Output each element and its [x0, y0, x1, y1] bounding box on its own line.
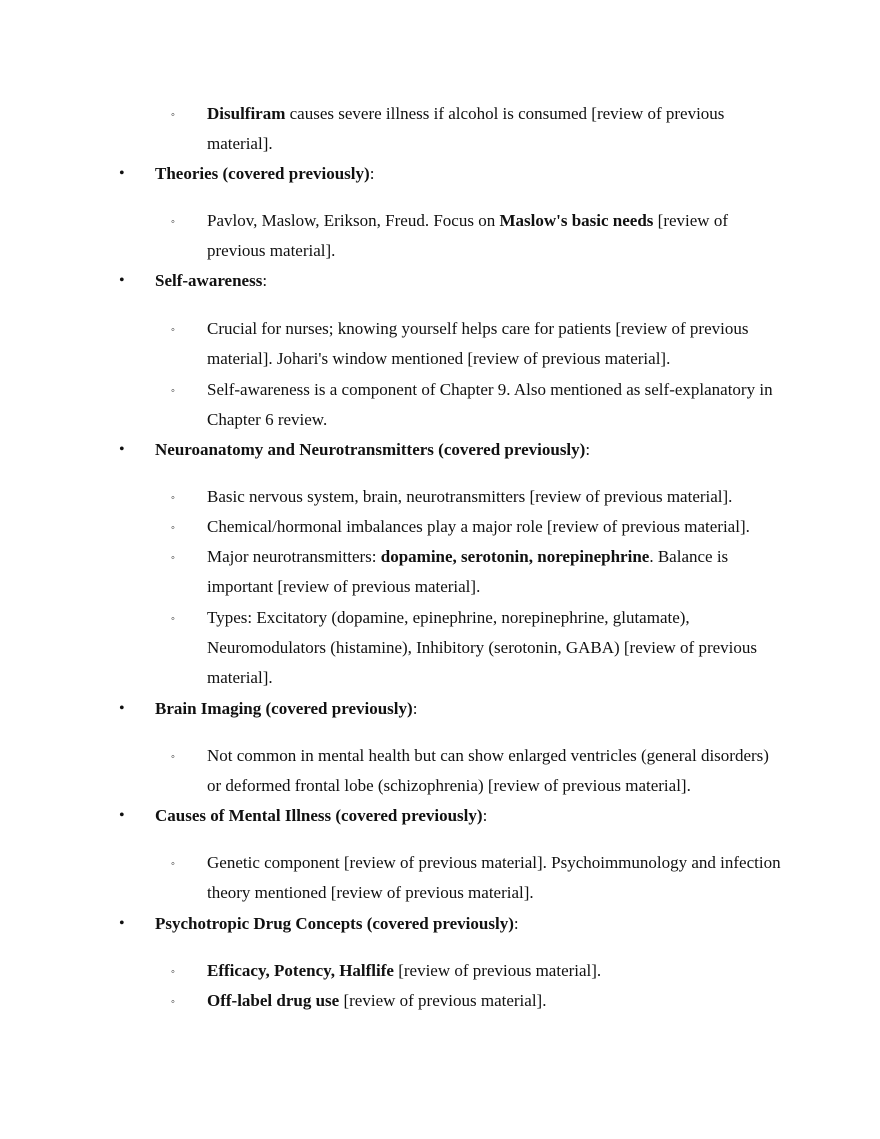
text: Basic nervous system, brain, neurotransmitters [review of previous material]. — [207, 487, 733, 506]
sub-bullet-item — [171, 542, 787, 602]
circle-bullet-icon: ◦ — [171, 552, 175, 564]
bullet-icon: • — [119, 915, 125, 932]
bullet-item — [119, 694, 795, 724]
bullet-icon: • — [119, 272, 125, 289]
bullet-icon: • — [119, 807, 125, 824]
bold-text: dopamine, serotonin, norepinephrine — [380, 547, 650, 566]
sub-bullet-item — [171, 375, 787, 435]
text: Genetic component [review of previous material]. Psychoimmunology and infection theory mentioned [review of previous material]. — [207, 853, 781, 902]
circle-bullet-icon: ◦ — [171, 966, 175, 978]
bold-text: Brain Imaging (covered previously) — [155, 699, 413, 718]
text: : — [369, 164, 375, 183]
text: : — [482, 806, 488, 825]
circle-bullet-icon: ◦ — [171, 109, 175, 121]
sub-bullet-item — [171, 99, 787, 159]
sub-bullet-item — [171, 986, 787, 1016]
bullet-icon: • — [119, 700, 125, 717]
text: Not common in mental health but can show enlarged ventricles (general disorders) or deformed frontal lobe (schizophrenia) [review of previous material]. — [207, 746, 769, 795]
circle-bullet-icon: ◦ — [171, 492, 175, 504]
bullet-icon: • — [119, 441, 125, 458]
text: Self-awareness is a component of Chapter 9. Also mentioned as self-explanatory in Chapter 6 review. — [207, 380, 773, 429]
text: . Balance is important [review of previous material]. — [207, 547, 729, 596]
circle-bullet-icon: ◦ — [171, 996, 175, 1008]
text: Chemical/hormonal imbalances play a major role [review of previous material]. — [207, 517, 750, 536]
sub-bullet-item — [171, 512, 787, 542]
sub-bullet-item — [171, 848, 787, 908]
bold-text: Efficacy, Potency, Halflife — [207, 961, 394, 980]
text: : — [412, 699, 418, 718]
sub-bullet-item — [171, 956, 787, 986]
circle-bullet-icon: ◦ — [171, 324, 175, 336]
text: causes severe illness if alcohol is consumed [review of previous material]. — [207, 104, 725, 153]
text: [review of previous material]. — [339, 991, 547, 1010]
text: : — [585, 440, 591, 459]
circle-bullet-icon: ◦ — [171, 858, 175, 870]
bold-text: Maslow's basic needs — [499, 211, 654, 230]
text: [review of previous material]. — [207, 211, 728, 260]
bullet-item — [119, 435, 795, 465]
text: : — [262, 271, 268, 290]
bold-text: Neuroanatomy and Neurotransmitters (covered previously) — [155, 440, 586, 459]
sub-bullet-item — [171, 314, 787, 374]
bullet-item — [119, 801, 795, 831]
text: Major neurotransmitters: — [207, 547, 381, 566]
sub-bullet-item — [171, 603, 787, 693]
sub-bullet-item — [171, 482, 787, 512]
circle-bullet-icon: ◦ — [171, 751, 175, 763]
bullet-icon: • — [119, 165, 125, 182]
sub-bullet-item — [171, 206, 787, 266]
bold-text: Off-label drug use — [207, 991, 340, 1010]
text: Types: Excitatory (dopamine, epinephrine, norepinephrine, glutamate), Neuromodulators (histamine), Inhibitory (serotonin, GABA) [review of previous material]. — [207, 608, 758, 687]
bullet-item — [119, 266, 795, 296]
bold-text: Causes of Mental Illness (covered previously) — [155, 806, 483, 825]
sub-bullet-item — [171, 741, 787, 801]
text: Crucial for nurses; knowing yourself helps care for patients [review of previous material]. Johari's window mentioned [review of previous material]. — [207, 319, 749, 368]
text: : — [513, 914, 519, 933]
circle-bullet-icon: ◦ — [171, 522, 175, 534]
circle-bullet-icon: ◦ — [171, 613, 175, 625]
circle-bullet-icon: ◦ — [171, 385, 175, 397]
bullet-item — [119, 159, 795, 189]
circle-bullet-icon: ◦ — [171, 216, 175, 228]
bold-text: Theories (covered previously) — [155, 164, 370, 183]
text: Pavlov, Maslow, Erikson, Freud. Focus on — [207, 211, 500, 230]
bold-text: Disulfiram — [207, 104, 286, 123]
bold-text: Self-awareness — [155, 271, 263, 290]
text: [review of previous material]. — [393, 961, 602, 980]
bold-text: Psychotropic Drug Concepts (covered previously) — [155, 914, 514, 933]
bullet-item — [119, 909, 795, 939]
